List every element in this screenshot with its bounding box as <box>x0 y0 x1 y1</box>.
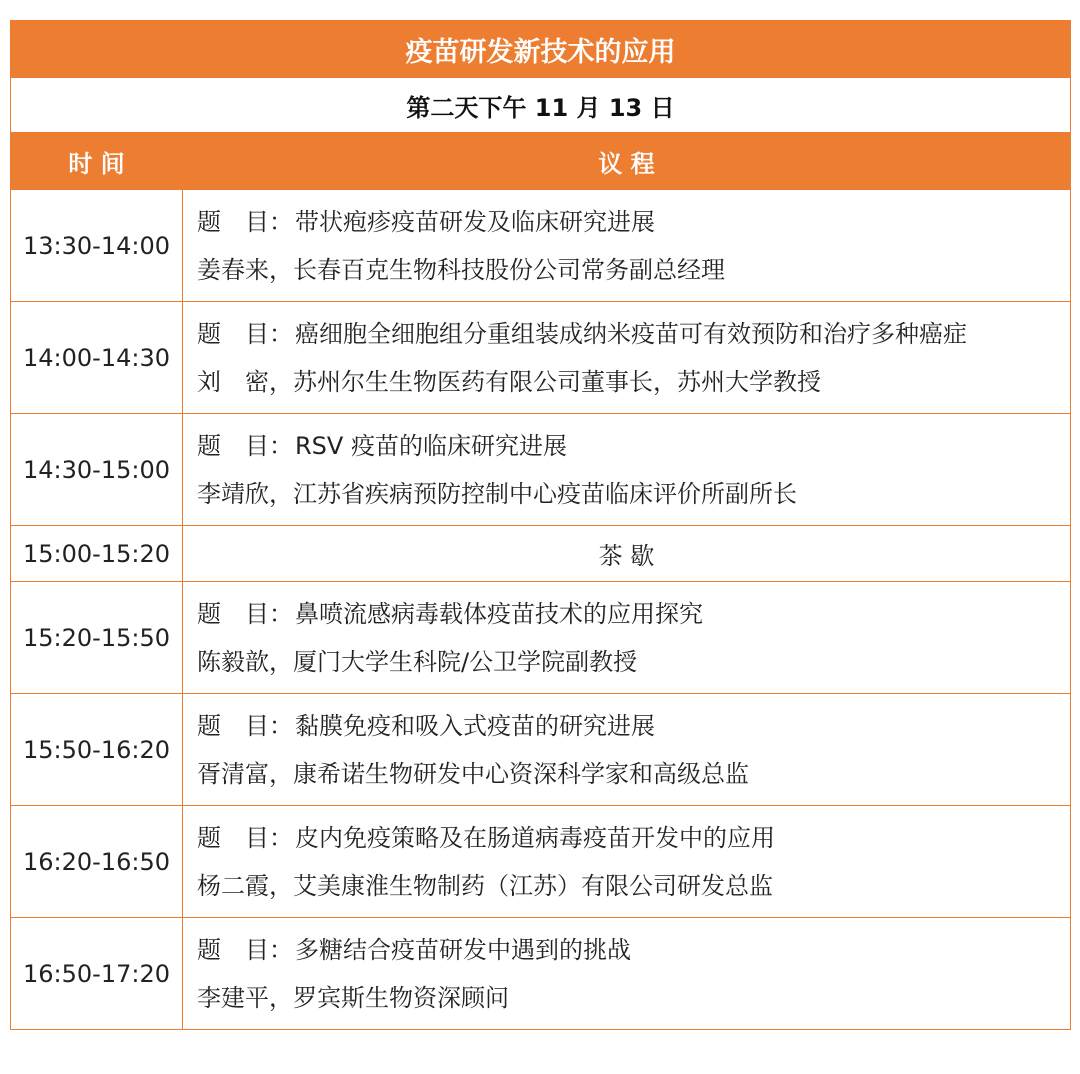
agenda-cell <box>183 582 1071 694</box>
time-cell: 14:30-15:00 <box>11 414 183 526</box>
time-cell: 15:00-15:20 <box>11 526 183 582</box>
topic-line <box>197 926 1070 974</box>
agenda-cell <box>183 302 1071 414</box>
topic-line <box>197 590 1070 638</box>
time-cell: 16:20-16:50 <box>11 806 183 918</box>
topic-text: 多糖结合疫苗研发中遇到的挑战 <box>295 935 631 964</box>
table-row <box>11 694 1071 806</box>
column-header-time: 时 间 <box>11 133 183 190</box>
speaker-line: 李靖欣，江苏省疾病预防控制中心疫苗临床评价所副所长 <box>197 479 797 508</box>
agenda-sheet <box>10 20 1070 1030</box>
agenda-cell <box>183 414 1071 526</box>
topic-line <box>197 310 1070 358</box>
table-row <box>11 302 1071 414</box>
speaker-line: 胥清富，康希诺生物研发中心资深科学家和高级总监 <box>197 759 749 788</box>
date-row <box>11 78 1071 133</box>
time-cell: 15:50-16:20 <box>11 694 183 806</box>
topic-text: 癌细胞全细胞组分重组装成纳米疫苗可有效预防和治疗多种癌症 <box>295 319 967 348</box>
topic-text: 黏膜免疫和吸入式疫苗的研究进展 <box>295 711 655 740</box>
speaker-line: 陈毅歆，厦门大学生科院/公卫学院副教授 <box>197 647 638 676</box>
page-title: 疫苗研发新技术的应用 <box>11 21 1071 78</box>
break-label: 茶 歇 <box>183 526 1071 582</box>
topic-label: 题 目： <box>197 207 293 236</box>
topic-text: 带状疱疹疫苗研发及临床研究进展 <box>295 207 655 236</box>
topic-label: 题 目： <box>197 319 293 348</box>
column-header-row <box>11 133 1071 190</box>
title-row <box>11 21 1071 78</box>
topic-text: 鼻喷流感病毒载体疫苗技术的应用探究 <box>295 599 703 628</box>
topic-label: 题 目： <box>197 823 293 852</box>
time-cell: 16:50-17:20 <box>11 918 183 1030</box>
time-cell: 14:00-14:30 <box>11 302 183 414</box>
table-row <box>11 582 1071 694</box>
topic-text: 皮内免疫策略及在肠道病毒疫苗开发中的应用 <box>295 823 775 852</box>
table-row <box>11 190 1071 302</box>
topic-line <box>197 198 1070 246</box>
table-row <box>11 918 1071 1030</box>
agenda-cell <box>183 918 1071 1030</box>
agenda-cell <box>183 694 1071 806</box>
session-date: 第二天下午 11 月 13 日 <box>11 78 1071 133</box>
table-row <box>11 806 1071 918</box>
agenda-cell <box>183 190 1071 302</box>
agenda-cell <box>183 806 1071 918</box>
topic-line <box>197 702 1070 750</box>
topic-label: 题 目： <box>197 935 293 964</box>
topic-label: 题 目： <box>197 599 293 628</box>
break-row <box>11 526 1071 582</box>
topic-label: 题 目： <box>197 431 293 460</box>
speaker-line: 李建平，罗宾斯生物资深顾问 <box>197 983 509 1012</box>
topic-text: RSV 疫苗的临床研究进展 <box>295 431 567 460</box>
speaker-line: 刘 密，苏州尔生生物医药有限公司董事长，苏州大学教授 <box>197 367 821 396</box>
speaker-line: 杨二霞，艾美康淮生物制药（江苏）有限公司研发总监 <box>197 871 773 900</box>
speaker-line: 姜春来，长春百克生物科技股份公司常务副总经理 <box>197 255 725 284</box>
agenda-table <box>10 20 1071 1030</box>
topic-label: 题 目： <box>197 711 293 740</box>
column-header-agenda: 议 程 <box>183 133 1071 190</box>
table-row <box>11 414 1071 526</box>
time-cell: 15:20-15:50 <box>11 582 183 694</box>
topic-line <box>197 422 1070 470</box>
time-cell: 13:30-14:00 <box>11 190 183 302</box>
topic-line <box>197 814 1070 862</box>
